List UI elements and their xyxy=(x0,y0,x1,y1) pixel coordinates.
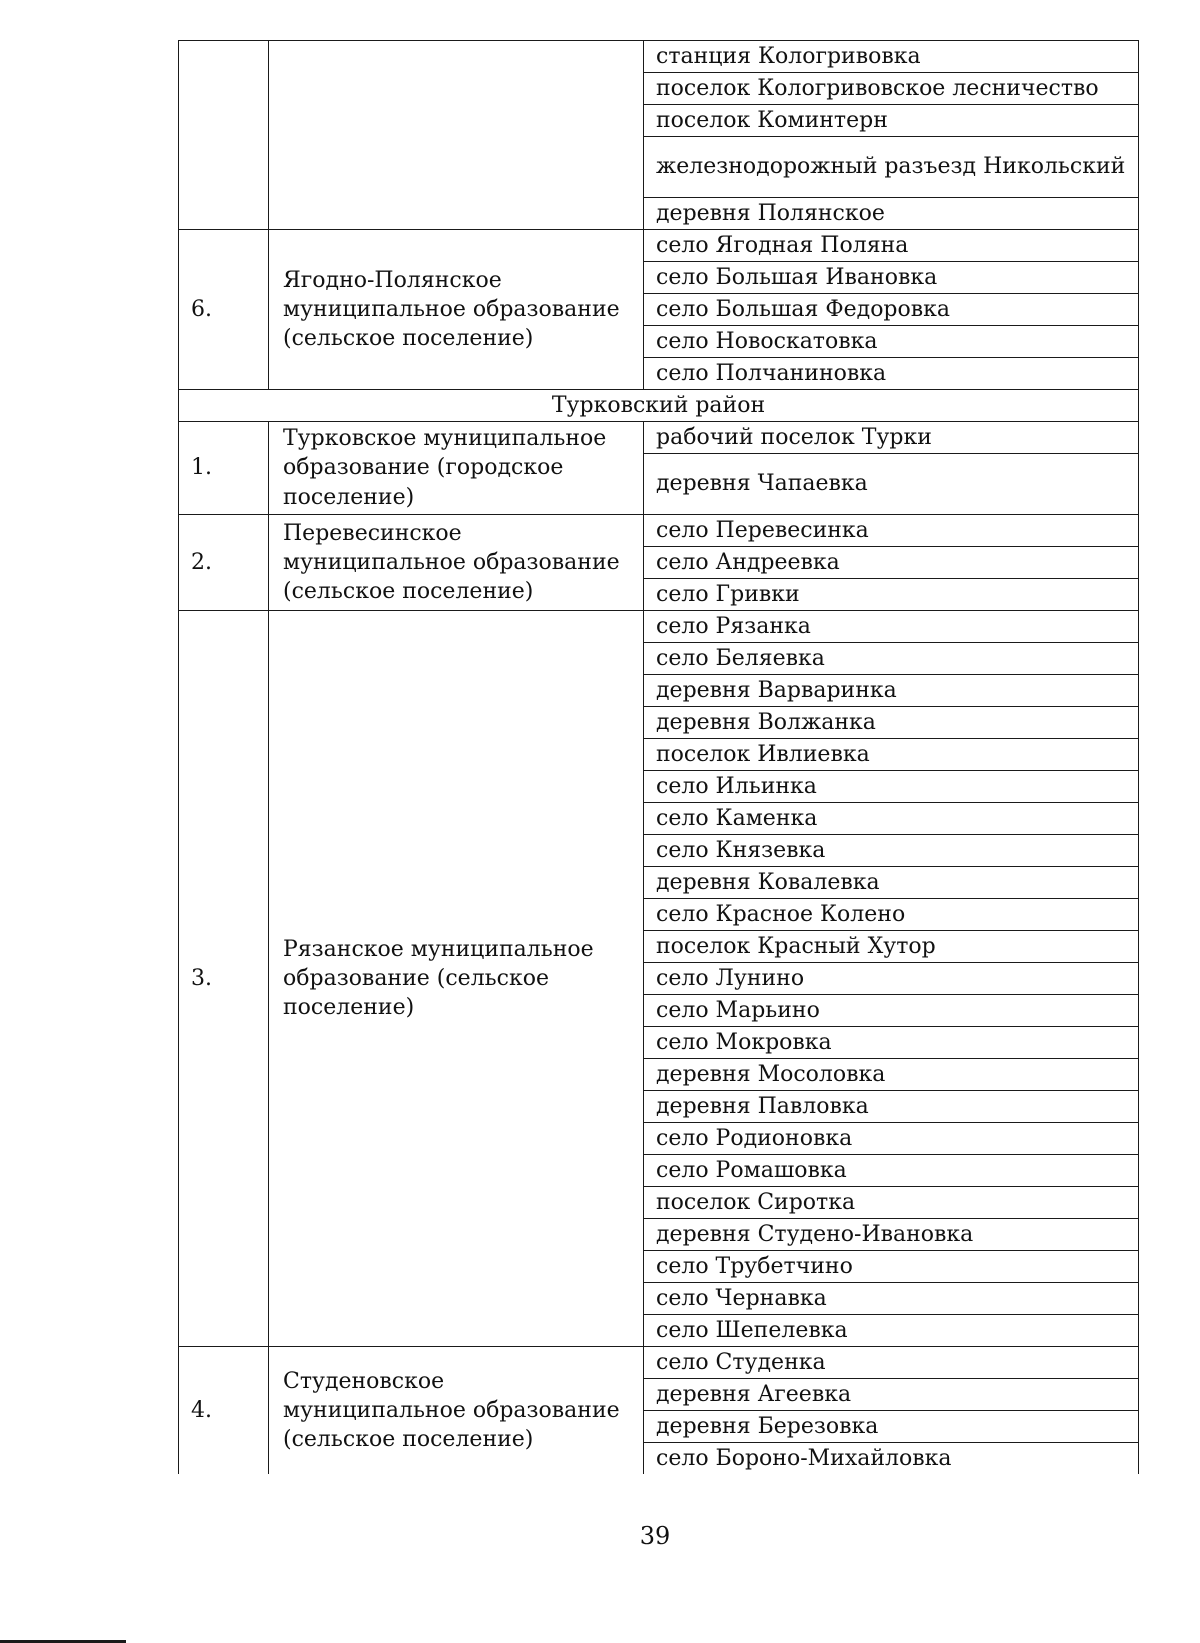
settlement-cell: деревня Ковалевка xyxy=(644,867,1139,899)
municipality-cell: Студеновское муниципальное образование (сельское поселение) xyxy=(269,1347,644,1475)
settlement-cell: село Большая Ивановка xyxy=(644,262,1139,294)
settlement-cell: поселок Сиротка xyxy=(644,1187,1139,1219)
settlement-cell: поселок Красный Хутор xyxy=(644,931,1139,963)
settlement-cell: поселок Коминтерн xyxy=(644,105,1139,137)
settlement-cell: село Полчаниновка xyxy=(644,358,1139,390)
settlement-cell: село Марьино xyxy=(644,995,1139,1027)
settlement-cell: деревня Полянское xyxy=(644,198,1139,230)
settlement-cell: деревня Чапаевка xyxy=(644,454,1139,515)
settlement-cell: деревня Студено-Ивановка xyxy=(644,1219,1139,1251)
municipality-cell: Рязанское муниципальное образование (сельское поселение) xyxy=(269,611,644,1347)
municipality-cell xyxy=(269,41,644,230)
settlement-cell: село Ромашовка xyxy=(644,1155,1139,1187)
settlement-cell: село Новоскатовка xyxy=(644,326,1139,358)
row-number-cell: 3. xyxy=(179,611,269,1347)
settlement-cell: село Беляевка xyxy=(644,643,1139,675)
settlement-cell: село Бороно-Михайловка xyxy=(644,1443,1139,1475)
table-row xyxy=(179,1347,1139,1379)
settlement-cell: деревня Павловка xyxy=(644,1091,1139,1123)
settlement-cell: село Чернавка xyxy=(644,1283,1139,1315)
settlement-cell: поселок Кологривовское лесничество xyxy=(644,73,1139,105)
settlement-cell: село Лунино xyxy=(644,963,1139,995)
district-heading: Турковский район xyxy=(179,390,1139,422)
settlement-cell: село Родионовка xyxy=(644,1123,1139,1155)
settlement-cell: село Каменка xyxy=(644,803,1139,835)
settlement-cell: село Перевесинка xyxy=(644,515,1139,547)
row-number-cell: 4. xyxy=(179,1347,269,1475)
settlement-cell: село Шепелевка xyxy=(644,1315,1139,1347)
settlement-cell: село Андреевка xyxy=(644,547,1139,579)
page-number: 39 xyxy=(639,1522,671,1550)
table-row xyxy=(179,41,1139,73)
settlement-cell: село Рязанка xyxy=(644,611,1139,643)
settlement-cell: рабочий поселок Турки xyxy=(644,422,1139,454)
municipality-cell: Перевесинское муниципальное образование (сельское поселение) xyxy=(269,515,644,611)
settlement-cell: железнодорожный разъезд Никольский xyxy=(644,137,1139,198)
settlement-cell: село Большая Федоровка xyxy=(644,294,1139,326)
table-row xyxy=(179,515,1139,547)
settlement-cell: деревня Варваринка xyxy=(644,675,1139,707)
settlement-cell: деревня Агеевка xyxy=(644,1379,1139,1411)
settlement-cell: село Красное Колено xyxy=(644,899,1139,931)
municipality-cell: Турковское муниципальное образование (городское поселение) xyxy=(269,422,644,515)
district-heading-row xyxy=(179,390,1139,422)
settlement-cell: село Князевка xyxy=(644,835,1139,867)
settlement-cell: село Мокровка xyxy=(644,1027,1139,1059)
row-number-cell: 6. xyxy=(179,230,269,390)
municipality-cell: Ягодно-Полянское муниципальное образование (сельское поселение) xyxy=(269,230,644,390)
settlement-cell: село Трубетчино xyxy=(644,1251,1139,1283)
settlement-cell: село Ильинка xyxy=(644,771,1139,803)
settlement-cell: деревня Мосоловка xyxy=(644,1059,1139,1091)
settlements-table xyxy=(178,40,1139,1474)
settlement-cell: село Гривки xyxy=(644,579,1139,611)
table-row xyxy=(179,422,1139,454)
settlement-cell: станция Кологривовка xyxy=(644,41,1139,73)
settlement-cell: поселок Ивлиевка xyxy=(644,739,1139,771)
row-number-cell: 2. xyxy=(179,515,269,611)
table-row xyxy=(179,611,1139,643)
settlement-cell: село Студенка xyxy=(644,1347,1139,1379)
settlement-cell: деревня Волжанка xyxy=(644,707,1139,739)
settlement-cell: село Ягодная Поляна xyxy=(644,230,1139,262)
table-row xyxy=(179,230,1139,262)
row-number-cell xyxy=(179,41,269,230)
row-number-cell: 1. xyxy=(179,422,269,515)
settlement-cell: деревня Березовка xyxy=(644,1411,1139,1443)
